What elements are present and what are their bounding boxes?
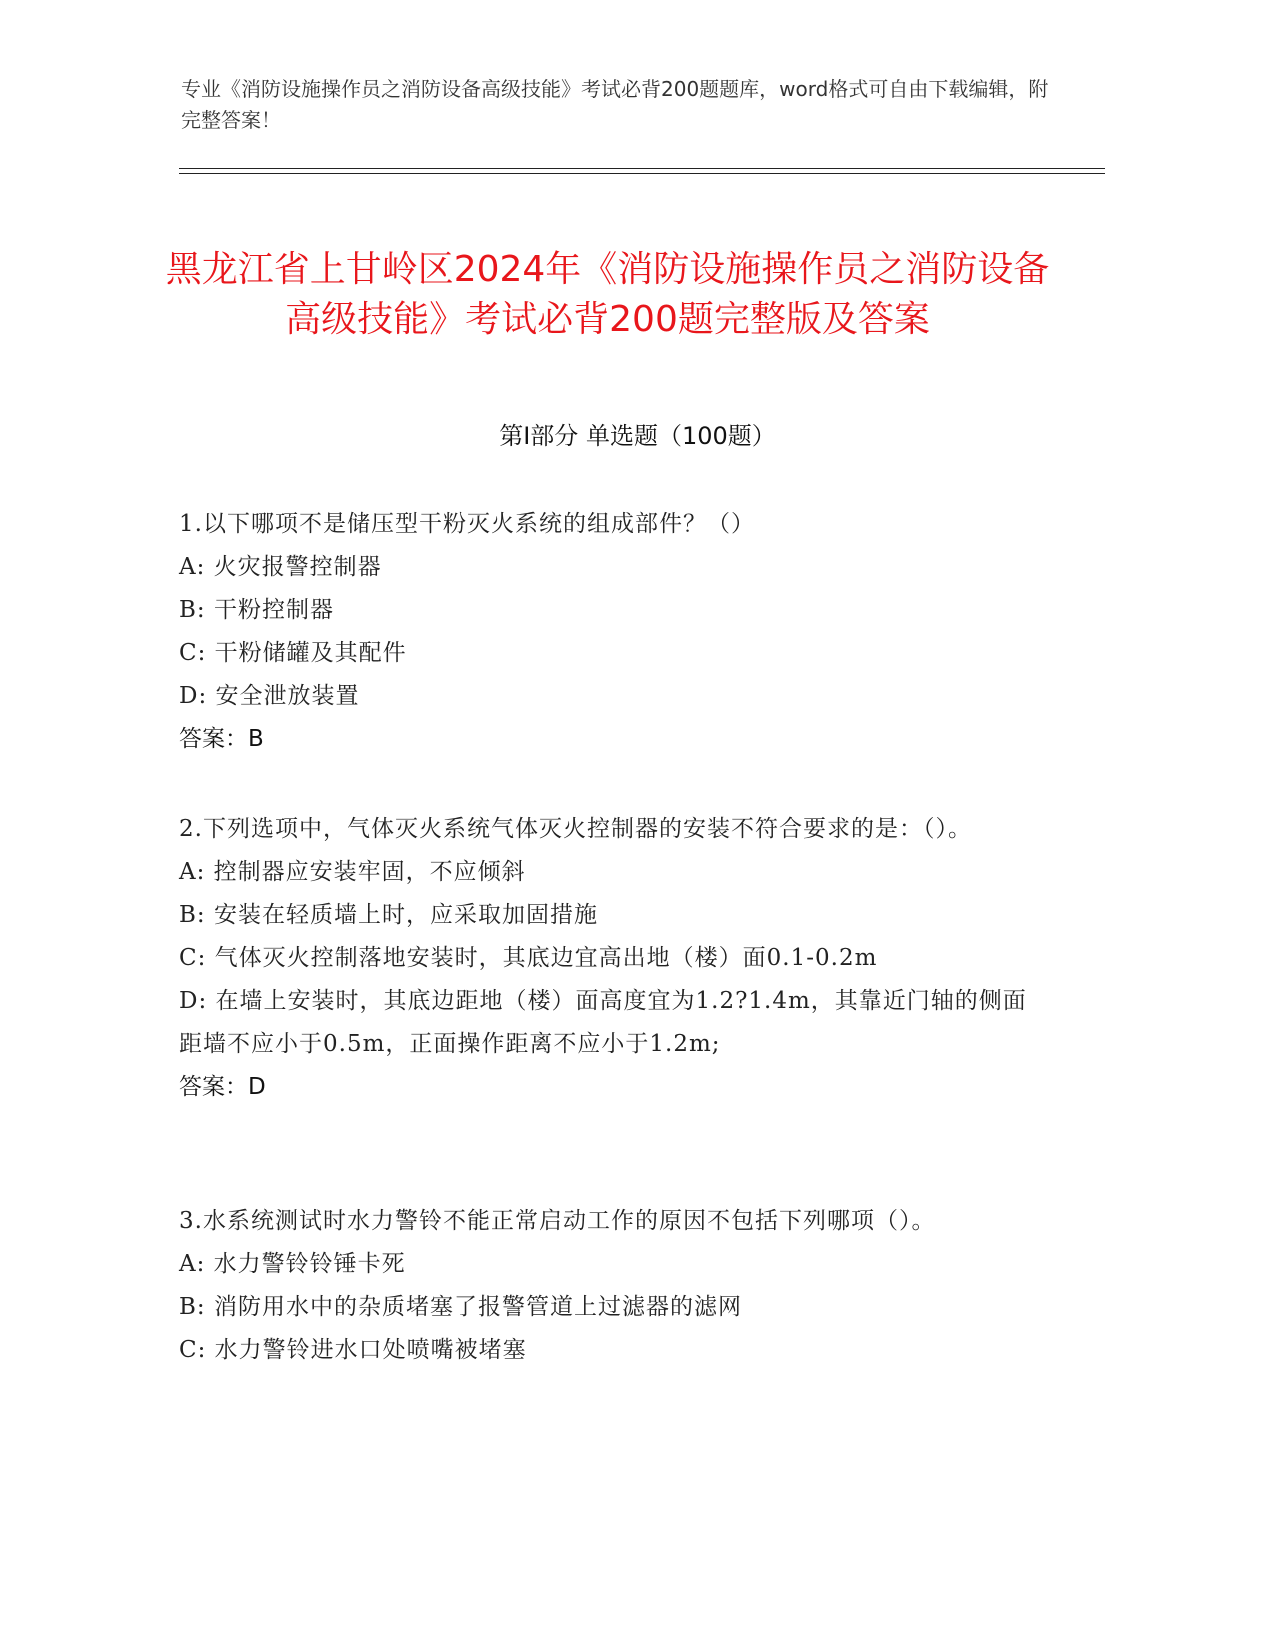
question-stem: 2.下列选项中，气体灭火系统气体灭火控制器的安装不符合要求的是：（）。 [179,816,972,842]
document-title: 黑龙江省上甘岭区2024年《消防设施操作员之消防设备高级技能》考试必背200题完整版及答案 [165,249,1050,341]
question-1 [179,503,1039,761]
option-a: A: 水力警铃铃锤卡死 [179,1251,406,1277]
question-stem: 1.以下哪项不是储压型干粉灭火系统的组成部件？（） [179,511,755,537]
option-d: D: 在墙上安装时，其底边距地（楼）面高度宜为1.2?1.4m，其靠近门轴的侧面距墙不应小于0.5m，正面操作距离不应小于1.2m; [179,988,1027,1057]
header-rule-bottom [179,173,1105,174]
header-note: 专业《消防设施操作员之消防设备高级技能》考试必背200题题库，word格式可自由下载编辑，附完整答案！ [181,77,1049,132]
option-a: A: 控制器应安装牢固，不应倾斜 [179,859,526,885]
option-b: B: 安装在轻质墙上时，应采取加固措施 [179,902,598,928]
option-c: C: 气体灭火控制落地安装时，其底边宜高出地（楼）面0.1-0.2m [179,945,878,971]
answer: 答案：D [179,1074,266,1100]
answer: 答案：B [179,726,264,752]
option-d: D: 安全泄放装置 [179,683,360,709]
option-c: C: 干粉储罐及其配件 [179,640,407,666]
question-stem: 3.水系统测试时水力警铃不能正常启动工作的原因不包括下列哪项（）。 [179,1208,936,1234]
header-rule-top [179,168,1105,169]
option-b: B: 干粉控制器 [179,597,334,623]
question-2 [179,808,1039,1109]
section-title: 第Ⅰ部分 单选题（100题） [499,422,776,450]
option-b: B: 消防用水中的杂质堵塞了报警管道上过滤器的滤网 [179,1294,742,1320]
option-a: A: 火灾报警控制器 [179,554,382,580]
option-c: C: 水力警铃进水口处喷嘴被堵塞 [179,1337,527,1363]
question-3 [179,1200,1039,1372]
